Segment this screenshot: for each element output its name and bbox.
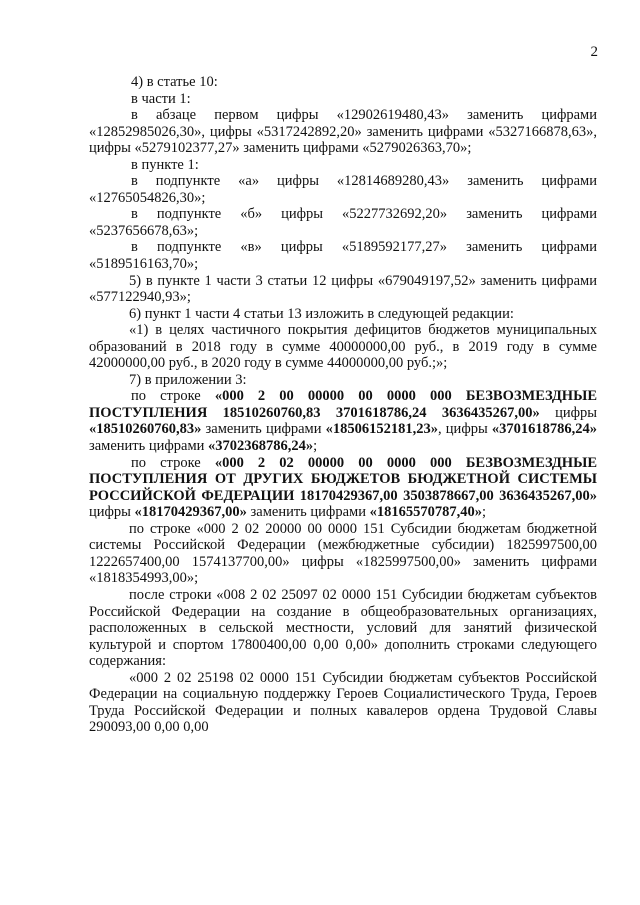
paragraph: 7) в приложении 3: [129, 371, 247, 388]
paragraph: в пункте 1: [131, 156, 199, 173]
paragraph-line-edit-total [89, 388, 597, 454]
text-run: ; [313, 438, 318, 455]
paragraph: в подпункте «а» цифры «12814689280,43» заменить цифрами «12765054826,30»; [89, 173, 597, 206]
paragraph-line-edit-budget [89, 455, 597, 521]
bold-line-reference: «000 2 00 00000 00 0000 000 БЕЗВОЗМЕЗДНЫЕ ПОСТУПЛЕНИЯ 18510260760,83 3701618786,24 3636435267,00» [89, 388, 597, 421]
text-run: заменить цифрами [246, 504, 370, 521]
paragraph: после строки «008 2 02 25097 02 0000 151 Субсидии бюджетам субъектов Российской Федерации на создание в общеобразовательных организациях, расположенных в сельской местности, условий для занятий физической культурой и спортом 17800400,00 0,00 0,00» дополнить строками следующего содержания: [89, 586, 597, 670]
paragraph: по строке «000 2 02 20000 00 0000 151 Субсидии бюджетам бюджетной системы Российской Федерации (межбюджетные субсидии) 1825997500,00 1222657400,00 1574137700,00» цифры «1825997500,00» заменить цифрами «1818354993,00»; [89, 520, 597, 587]
paragraph: в части 1: [131, 90, 191, 107]
page-number: 2 [590, 44, 598, 60]
text-run: по строке [131, 388, 215, 405]
bold-number: «3702368786,24» [208, 438, 314, 455]
text-run: по строке [131, 454, 215, 471]
text-run: цифры [89, 504, 135, 521]
text-run: ; [481, 504, 486, 521]
bold-number: «3701618786,24» [491, 421, 597, 438]
paragraph: «000 2 02 25198 02 0000 151 Субсидии бюджетам субъектов Российской Федерации на социальную поддержку Героев Социалистического Труда, Героев Труда Российской Федерации и полных кавалеров ордена Трудовой Славы 290093,00 0,00 0,00 [89, 669, 597, 736]
bold-number: «18510260760,83» [89, 421, 202, 438]
text-run: заменить цифрами [201, 421, 326, 438]
paragraph: в абзаце первом цифры «12902619480,43» заменить цифрами «12852985026,30», цифры «5317242892,20» заменить цифрами «5327166878,63», цифры «5279102377,27» заменить цифрами «5279026363,70»; [89, 107, 597, 157]
paragraph: в подпункте «б» цифры «5227732692,20» заменить цифрами «5237656678,63»; [89, 206, 597, 239]
paragraph: «1) в целях частичного покрытия дефицитов бюджетов муниципальных образований в 2018 году в сумме 40000000,00 руб., в 2019 году в сумме 42000000,00 руб., в 2020 году в сумме 44000000,00 руб.;»; [89, 322, 597, 372]
bold-number: «18165570787,40» [369, 504, 482, 521]
document-body [89, 74, 597, 736]
text-run: заменить цифрами [89, 438, 209, 455]
bold-number: «18506152181,23» [325, 421, 439, 438]
bold-line-reference: «000 2 02 00000 00 0000 000 БЕЗВОЗМЕЗДНЫЕ ПОСТУПЛЕНИЯ ОТ ДРУГИХ БЮДЖЕТОВ БЮДЖЕТНОЙ СИСТЕМЫ РОССИЙСКОЙ ФЕДЕРАЦИИ 18170429367,00 3503878667,00 3636435267,00» [89, 454, 597, 504]
paragraph: 6) пункт 1 части 4 статьи 13 изложить в следующей редакции: [129, 305, 514, 322]
text-run: , цифры [438, 421, 492, 438]
paragraph: в подпункте «в» цифры «5189592177,27» заменить цифрами «5189516163,70»; [89, 239, 597, 273]
text-run: цифры [539, 404, 597, 421]
paragraph: 5) в пункте 1 части 3 статьи 12 цифры «679049197,52» заменить цифрами «577122940,93»; [89, 272, 597, 306]
paragraph: 4) в статье 10: [131, 74, 218, 90]
bold-number: «18170429367,00» [134, 504, 247, 521]
